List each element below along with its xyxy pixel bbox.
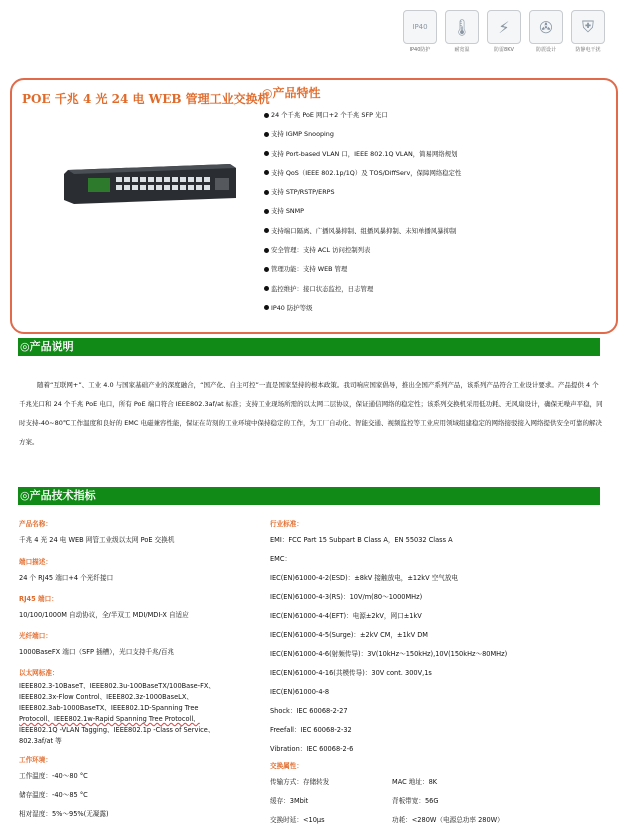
spec-label-ethernet: 以太网标准： bbox=[19, 669, 59, 677]
spec-label-exchange: 交换属性： bbox=[270, 762, 303, 770]
description-text: 随着“互联网+”、工业 4.0 与国家基础产业的深度融合，“国产化、自主可控”一直是国家坚持的根本政策。我司响应国家倡导，推出全国产系列产品，该系列产品符合工业设计要求。产品提供 4 个千兆光口和 24 个千兆 PoE 电口，所有 PoE 端口符合 IEEE802.3af/at 标准；支持工业现场所需的以太网二层协议，保证通信网络的稳定性；该系列交换机采用低功耗、无风扇设计，确保无噪声平稳，同时支持-40~80℃工作温度和良好的 EMC 电磁兼容性能，保证在苛刻的工业环境中保持稳定的工作，为工厂自动化、智能交通、视频监控等工业应用领域组建稳定的网络接驳接入网络提供安全可靠的解决方案。 bbox=[19, 381, 603, 446]
bullet-icon bbox=[264, 248, 269, 253]
list-item: 支持端口隔离、广播风暴抑制、组播风暴抑制、未知单播风暴抑制 bbox=[264, 227, 461, 246]
spec-label-fiber: 光纤端口： bbox=[19, 632, 52, 640]
spec-value-common-mode: IEC(EN)61000-4-16(共模传导)：30V cont. 300V,1s bbox=[270, 669, 432, 677]
list-item: 支持 QoS（IEEE 802.1p/1Q）及 TOS/DiffServ，保障网络稳定性 bbox=[264, 169, 461, 188]
list-item: 管理功能：支持 WEB 管理 bbox=[264, 265, 461, 284]
list-item: 24 个千兆 PoE 网口+2 个千兆 SFP 光口 bbox=[264, 111, 461, 130]
bullet-icon bbox=[264, 286, 269, 291]
bullet-icon bbox=[264, 190, 269, 195]
badge-lightning bbox=[486, 10, 522, 53]
list-item: 监控维护：接口状态监控，日志管理 bbox=[264, 285, 461, 304]
badge-caption: IP40防护 bbox=[409, 47, 431, 53]
bullet-icon bbox=[264, 151, 269, 156]
spec-value-ethernet-1: IEEE802.3-10BaseT、IEEE802.3u-100BaseTX/100Base-FX、 bbox=[19, 682, 215, 690]
bullet-icon bbox=[264, 305, 269, 310]
description-heading: ◎产品说明 bbox=[18, 338, 600, 356]
spec-value-humidity: 相对湿度：5%～95%(无凝露) bbox=[19, 810, 109, 818]
badge-shock bbox=[528, 10, 564, 53]
spec-value-ethernet-4: Protocoll、IEEE802.1w-Rapid Spanning Tree Protocoll、 bbox=[19, 715, 200, 723]
spec-value-ports: 24 个 RJ45 端口+4 个光纤接口 bbox=[19, 574, 114, 582]
badge-caption: 防静电干扰 bbox=[575, 47, 601, 53]
spec-label-rj45: RJ45 端口： bbox=[19, 595, 58, 603]
spec-label-ports: 端口描述： bbox=[19, 558, 52, 566]
spec-value-ethernet-5: IEEE802.1Q -VLAN Tagging、IEEE802.1p -Class of Service、 bbox=[19, 726, 215, 734]
spec-value-vibration: Vibration：IEC 60068-2-6 bbox=[270, 745, 354, 753]
spec-value-freefall: Freefall：IEC 60068-2-32 bbox=[270, 726, 352, 734]
spec-value-emc: EMC： bbox=[270, 555, 292, 563]
spec-value-rf: IEC(EN)61000-4-6(射频传导)：3V(10kHz～150kHz),10V(150kHz～80MHz) bbox=[270, 650, 508, 658]
list-item: 安全管理：支持 ACL 访问控制列表 bbox=[264, 246, 461, 265]
bullet-icon bbox=[264, 113, 269, 118]
bullet-icon bbox=[264, 170, 269, 175]
spec-value-fiber: 1000BaseFX 端口（SFP 插槽），光口支持千兆/百兆 bbox=[19, 648, 175, 656]
certification-badges bbox=[402, 10, 606, 53]
spec-value-power: 功耗：<280W（电源总功率 280W） bbox=[392, 816, 504, 824]
shield-icon: ⛨ bbox=[571, 10, 605, 44]
bullet-icon bbox=[264, 228, 269, 233]
spec-value-storage-temp: 储存温度：-40～85 °C bbox=[19, 791, 88, 799]
list-item: 支持 SNMP bbox=[264, 207, 461, 226]
spec-value-latency: 交换时延：<10μs bbox=[270, 816, 325, 824]
thermometer-icon: 🌡 bbox=[445, 10, 479, 44]
spec-value-name: 千兆 4 光 24 电 WEB 网管工业级以太网 PoE 交换机 bbox=[19, 536, 175, 544]
spec-value-rs: IEC(EN)61000-4-3(RS)：10V/m(80～1000MHz) bbox=[270, 593, 423, 601]
spec-label-environment: 工作环境： bbox=[19, 756, 52, 764]
spec-value-esd: IEC(EN)61000-4-2(ESD)：±8kV 接触放电，±12kV 空气放电 bbox=[270, 574, 459, 582]
spec-value-eft: IEC(EN)61000-4-4(EFT)：电源±2kV，网口±1kV bbox=[270, 612, 422, 620]
product-title: POE 千兆 4 光 24 电 WEB 管理工业交换机 bbox=[22, 92, 270, 106]
spec-value-backplane: 背板带宽：56G bbox=[392, 797, 439, 805]
spec-heading: ◎产品技术指标 bbox=[18, 487, 600, 505]
badge-esd bbox=[570, 10, 606, 53]
badge-caption: 防雷8KV bbox=[494, 47, 514, 53]
bullet-icon bbox=[264, 267, 269, 272]
spec-value-work-temp: 工作温度：-40～80 °C bbox=[19, 772, 88, 780]
spec-value-iec-4-8: IEC(EN)61000-4-8 bbox=[270, 688, 330, 696]
spec-value-ethernet-3: IEEE802.3ab-1000BaseTX、IEEE802.1D-Spanning Tree bbox=[19, 704, 199, 712]
spec-label-industry: 行业标准： bbox=[270, 520, 303, 528]
spec-value-emi: EMI：FCC Part 15 Subpart B Class A，EN 55032 Class A bbox=[270, 536, 453, 544]
badge-temperature bbox=[444, 10, 480, 53]
features-heading: ◎产品特性 bbox=[262, 86, 321, 100]
list-item: 支持 STP/RSTP/ERPS bbox=[264, 188, 461, 207]
badge-caption: 防震设计 bbox=[535, 47, 556, 53]
spec-value-mac: MAC 地址：8K bbox=[392, 778, 438, 786]
switch-product-image bbox=[60, 158, 238, 208]
list-item: 支持 IGMP Snooping bbox=[264, 130, 461, 149]
spec-value-buffer: 缓存：3Mbit bbox=[270, 797, 309, 805]
spec-value-surge: IEC(EN)61000-4-5(Surge)：±2kV CM，±1kV DM bbox=[270, 631, 428, 639]
spec-value-transfer-mode: 传输方式：存储转发 bbox=[270, 778, 330, 786]
features-list bbox=[264, 111, 461, 323]
spec-label-name: 产品名称： bbox=[19, 520, 52, 528]
spec-value-ethernet-2: IEEE802.3x-Flow Control、IEEE802.3z-1000BaseLX、 bbox=[19, 693, 193, 701]
bullet-icon bbox=[264, 132, 269, 137]
spec-value-ethernet-6: 802.3af/at 等 bbox=[19, 737, 62, 745]
list-item: 支持 Port-based VLAN 口，IEEE 802.1Q VLAN，简易网络规划 bbox=[264, 150, 461, 169]
fan-icon: ✇ bbox=[529, 10, 563, 44]
badge-ip40 bbox=[402, 10, 438, 53]
bullet-icon bbox=[264, 209, 269, 214]
badge-caption: 耐宽温 bbox=[454, 47, 470, 53]
spec-value-rj45: 10/100/1000M 自动协议，全/半双工 MDI/MDI-X 自适应 bbox=[19, 611, 189, 619]
spec-value-shock: Shock：IEC 60068-2-27 bbox=[270, 707, 348, 715]
ip40-icon: IP40 bbox=[403, 10, 437, 44]
list-item: IP40 防护等级 bbox=[264, 304, 461, 323]
lightning-icon: ⚡ bbox=[487, 10, 521, 44]
